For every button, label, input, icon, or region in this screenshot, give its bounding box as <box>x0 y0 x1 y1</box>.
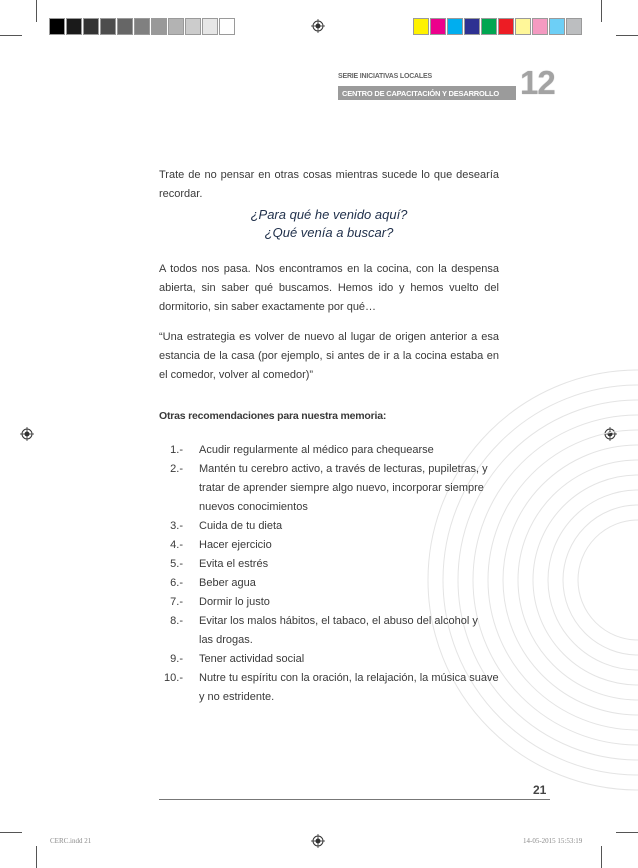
list-item-text: Beber agua <box>199 577 256 589</box>
list-item <box>159 517 499 536</box>
list-item <box>159 631 499 650</box>
footer-rule <box>159 799 550 800</box>
running-header <box>338 71 516 113</box>
body-paragraph: A todos nos pasa. Nos encontramos en la cocina, con la despensa abierta, sin saber qué buscamos. Hemos ido y hemos vuelto del dormitorio, sin saber exactamente por qué… <box>159 263 499 313</box>
list-item-text: Dormir lo justo <box>199 596 270 608</box>
list-item <box>159 441 499 460</box>
list-item <box>159 669 499 688</box>
timestamp-slug: 14-05-2015 15:53:19 <box>523 837 583 845</box>
list-item-text: Nutre tu espíritu con la oración, la relajación, la música suave <box>199 672 499 684</box>
list-item-text: Evita el estrés <box>199 558 269 570</box>
registration-mark-icon <box>311 834 325 848</box>
crop-mark <box>0 35 22 36</box>
list-item-text: las drogas. <box>199 634 253 646</box>
color-swatch <box>151 18 167 35</box>
list-item <box>159 650 499 669</box>
list-item <box>159 498 499 517</box>
crop-mark <box>601 0 602 22</box>
color-swatch <box>168 18 184 35</box>
list-item <box>159 593 499 612</box>
color-swatch <box>515 18 531 35</box>
chapter-number: 12 <box>520 64 555 101</box>
question-heading-2: ¿Qué venía a buscar? <box>264 225 394 240</box>
main-content <box>159 166 499 703</box>
list-item-text: tratar de aprender siempre algo nuevo, incorporar siempre <box>199 482 484 494</box>
color-swatch <box>430 18 446 35</box>
color-swatch <box>134 18 150 35</box>
crop-mark <box>0 832 22 833</box>
list-item-text: y no estridente. <box>199 691 275 703</box>
list-item-text: Tener actividad social <box>199 653 305 665</box>
list-item-number: 1.- <box>170 444 183 456</box>
color-swatch <box>66 18 82 35</box>
list-item-number: 8.- <box>170 615 183 627</box>
list-item <box>159 536 499 555</box>
registration-mark-icon <box>20 427 34 441</box>
color-swatch <box>100 18 116 35</box>
list-item-number: 7.- <box>170 596 183 608</box>
crop-mark <box>36 846 37 868</box>
color-swatch <box>464 18 480 35</box>
list-item-text: Mantén tu cerebro activo, a través de lecturas, pupiletras, y <box>199 463 488 475</box>
list-item-number: 10.- <box>164 672 183 684</box>
header-band: CENTRO DE CAPACITACIÓN Y DESARROLLO CEC <box>338 86 516 100</box>
file-slug: CERC.indd 21 <box>50 837 92 845</box>
list-item <box>159 479 499 498</box>
question-heading-1: ¿Para qué he venido aquí? <box>250 207 408 222</box>
list-item-number: 2.- <box>170 463 183 475</box>
series-label: SERIE INICIATIVAS LOCALES <box>338 73 432 80</box>
page-number: 21 <box>533 783 547 797</box>
list-item-number: 5.- <box>170 558 183 570</box>
color-swatch <box>117 18 133 35</box>
crop-mark <box>36 0 37 22</box>
color-swatch <box>49 18 65 35</box>
list-item-text: Acudir regularmente al médico para chequearse <box>199 444 434 456</box>
color-swatch <box>202 18 218 35</box>
list-item <box>159 688 499 707</box>
list-item-number: 4.- <box>170 539 183 551</box>
color-swatch <box>549 18 565 35</box>
crop-mark <box>601 846 602 868</box>
crop-mark <box>616 832 638 833</box>
list-item-text: Cuida de tu dieta <box>199 520 283 532</box>
color-swatch <box>532 18 548 35</box>
list-item-number: 6.- <box>170 577 183 589</box>
color-swatch <box>83 18 99 35</box>
color-swatch <box>219 18 235 35</box>
intro-paragraph: Trate de no pensar en otras cosas mientras sucede lo que desearía recordar. <box>159 169 499 200</box>
recommendations-list <box>159 441 499 707</box>
list-item-text: nuevos conocimientos <box>199 501 308 513</box>
list-item <box>159 555 499 574</box>
color-swatch <box>498 18 514 35</box>
list-item <box>159 460 499 479</box>
list-item-number: 3.- <box>170 520 183 532</box>
crop-mark <box>616 35 638 36</box>
list-item <box>159 612 499 631</box>
list-item-number: 9.- <box>170 653 183 665</box>
color-swatch <box>481 18 497 35</box>
list-item-text: Hacer ejercicio <box>199 539 272 551</box>
grayscale-color-bar <box>49 18 236 35</box>
list-item-text: Evitar los malos hábitos, el tabaco, el abuso del alcohol y <box>199 615 478 627</box>
quote-paragraph: “Una estrategia es volver de nuevo al lugar de origen anterior a esa estancia de la casa (por ejemplo, si antes de ir a la cocina estaba en el comedor, volver al comedor)” <box>159 331 499 381</box>
recommendations-title: Otras recomendaciones para nuestra memoria: <box>159 410 387 422</box>
color-swatch <box>447 18 463 35</box>
process-color-bar <box>413 18 583 35</box>
color-swatch <box>413 18 429 35</box>
list-item <box>159 574 499 593</box>
color-swatch <box>566 18 582 35</box>
registration-mark-icon <box>311 19 325 33</box>
color-swatch <box>185 18 201 35</box>
